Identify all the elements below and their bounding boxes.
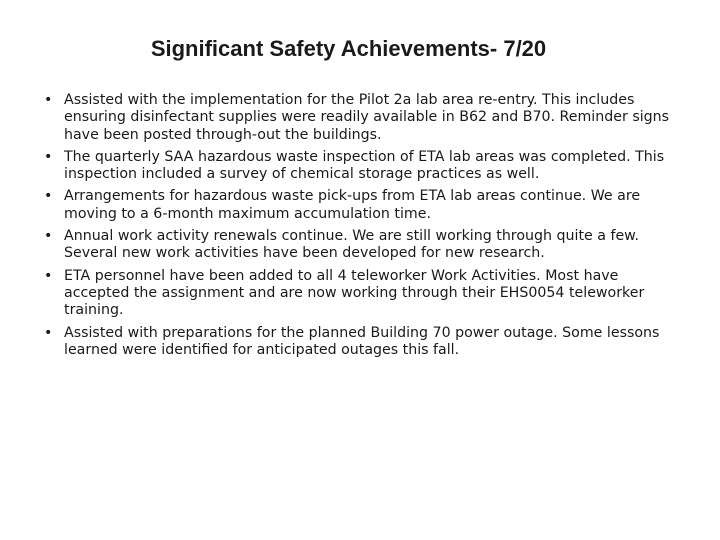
bullet-dot: • xyxy=(44,267,53,284)
bullet-item xyxy=(44,325,674,360)
bullet-dot: • xyxy=(44,228,53,245)
bullet-item xyxy=(44,268,674,320)
bullet-dot: • xyxy=(44,148,53,165)
bullet-text: Assisted with preparations for the planned Building 70 power outage. Some lessons learned were identified for anticipated outages this fall. xyxy=(64,324,660,358)
bullet-text: Assisted with the implementation for the Pilot 2a lab area re-entry. This includes ensuring disinfectant supplies were readily available in B62 and B70. Reminder signs have been posted through-out the buildings. xyxy=(64,92,670,143)
bullet-dot: • xyxy=(44,92,53,108)
bullet-dot: • xyxy=(44,188,53,205)
bullet-item xyxy=(44,92,674,144)
bullet-list xyxy=(44,92,674,364)
bullet-item xyxy=(44,149,674,184)
bullet-text: Arrangements for hazardous waste pick-ups from ETA lab areas continue. We are moving to a 6-month maximum accumulation time. xyxy=(64,188,641,222)
slide-title: Significant Safety Achievements- 7/20 xyxy=(150,36,547,61)
bullet-item xyxy=(44,188,674,223)
bullet-dot: • xyxy=(44,324,53,341)
bullet-text: ETA personnel have been added to all 4 teleworker Work Activities. Most have accepted the assignment and are now working through their EHS0054 teleworker training. xyxy=(64,267,645,319)
bullet-text: The quarterly SAA hazardous waste inspection of ETA lab areas was completed. This inspection included a survey of chemical storage practices as well. xyxy=(64,148,665,183)
bullet-item xyxy=(44,228,674,263)
bullet-text: Annual work activity renewals continue. We are still working through quite a few. Several new work activities have been developed for new research. xyxy=(64,228,639,262)
